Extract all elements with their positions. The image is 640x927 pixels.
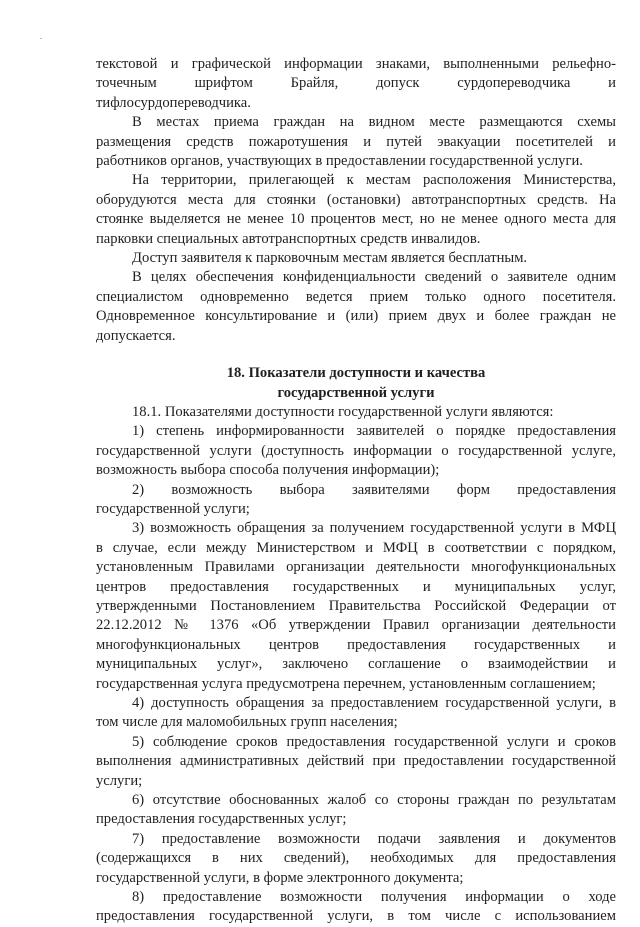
paragraph-braille-text — [96, 55, 616, 113]
paragraph-confidentiality — [96, 268, 616, 346]
list-item-3 — [96, 519, 616, 694]
text-line: На территории, прилегающей к местам расположения Министерства, — [132, 172, 616, 189]
text-line: 1) степень информированности заявителей о порядке предоставления — [132, 423, 616, 440]
list-item-2 — [96, 481, 616, 520]
list-item-8 — [96, 888, 616, 927]
text-line: допускается. — [96, 327, 176, 344]
text-line: государственной услуги; — [96, 500, 250, 517]
list-item-4 — [96, 694, 616, 733]
text-line: установленным Правилами организации деятельности многофункциональных — [96, 559, 616, 576]
text-line: Одновременное консультирование и (или) прием двух и более граждан не — [96, 308, 616, 325]
section-spacer — [96, 346, 616, 364]
text-line: государственная услуга предусмотрена перечнем, установленным соглашением; — [96, 675, 596, 692]
text-line: точечным шрифтом Брайля, допуск сурдопереводчика и — [96, 75, 616, 92]
text-line: в случае, если между Министерством и МФЦ в соответствии с порядком, — [96, 539, 616, 556]
text-line: государственной услуги, в форме электронного документа; — [96, 869, 464, 886]
text-line: 18.1. Показателями доступности государственной услуги являются: — [132, 403, 554, 420]
text-line: 3) возможность обращения за получением государственной услуги в МФЦ — [132, 520, 616, 537]
text-line: 22.12.2012 № 1376 «Об утверждении Правил организации деятельности — [96, 617, 616, 634]
list-item-7 — [96, 830, 616, 888]
list-item-6 — [96, 791, 616, 830]
text-line: предоставления государственных услуг; — [96, 811, 347, 828]
text-line: 7) предоставление возможности подачи заявления и документов — [132, 830, 616, 847]
scan-artifact — [40, 38, 42, 39]
text-line: том числе для маломобильных групп населения; — [96, 714, 398, 731]
paragraph-18-1-intro — [96, 403, 616, 422]
text-line: услуги; — [96, 772, 143, 789]
text-line: стоянке выделяется не менее 10 процентов мест, но не менее одного места для — [96, 211, 616, 228]
section-heading-line-2: государственной услуги — [277, 384, 435, 401]
section-heading — [96, 364, 616, 403]
text-line: парковки специальных автотранспортных средств инвалидов. — [96, 230, 481, 247]
text-line: 8) предоставление возможности получения информации о ходе — [132, 889, 616, 906]
text-line: муниципальных услуг», заключено соглашение о взаимодействии и — [96, 656, 616, 673]
text-line: 5) соблюдение сроков предоставления государственной услуги и сроков — [132, 733, 616, 750]
text-line: центров предоставления государственных и муниципальных услуг, — [96, 578, 616, 595]
paragraph-parking-places — [96, 171, 616, 249]
text-line: Доступ заявителя к парковочным местам является бесплатным. — [132, 250, 528, 267]
text-line: размещения средств пожаротушения и путей эвакуации посетителей и — [96, 133, 616, 150]
text-line: государственной услуги (доступность информации о государственной услуге, — [96, 442, 616, 459]
text-line: тифлосурдопереводчика. — [96, 94, 251, 111]
section-heading-line-1: 18. Показатели доступности и качества — [226, 365, 486, 382]
text-line: (содержащихся в них сведений), необходимых для предоставления — [96, 850, 616, 867]
list-item-5 — [96, 733, 616, 791]
text-line: многофункциональных центров предоставления государственных и — [96, 636, 616, 653]
text-line: В целях обеспечения конфиденциальности сведений о заявителе одним — [132, 269, 616, 286]
paragraph-evacuation-schemes — [96, 113, 616, 171]
text-line: выполнения административных действий при предоставлении государственной — [96, 753, 616, 770]
paragraph-free-parking — [96, 249, 616, 268]
list-item-1 — [96, 422, 616, 480]
text-line: текстовой и графической информации знаками, выполненными рельефно- — [96, 56, 616, 72]
text-line: работников органов, участвующих в предоставлении государственной услуги. — [96, 153, 583, 170]
text-line: 6) отсутствие обоснованных жалоб со стороны граждан по результатам — [132, 792, 616, 809]
text-line: возможность выбора способа получения информации); — [96, 462, 440, 479]
text-line: 4) доступность обращения за предоставлением государственной услуги, в — [132, 695, 616, 711]
text-line: 2) возможность выбора заявителями форм предоставления — [132, 481, 616, 498]
document-page — [96, 55, 616, 927]
text-line: предоставления государственной услуги, в том числе с использованием — [96, 908, 616, 925]
text-line: оборудуются места для стоянки (остановки) автотранспортных средств. На — [96, 191, 616, 208]
text-line: В местах приема граждан на видном месте размещаются схемы — [132, 114, 616, 131]
text-line: специалистом одновременно ведется прием только одного посетителя. — [96, 288, 616, 305]
text-line: утвержденными Постановлением Правительства Российской Федерации от — [96, 597, 616, 614]
